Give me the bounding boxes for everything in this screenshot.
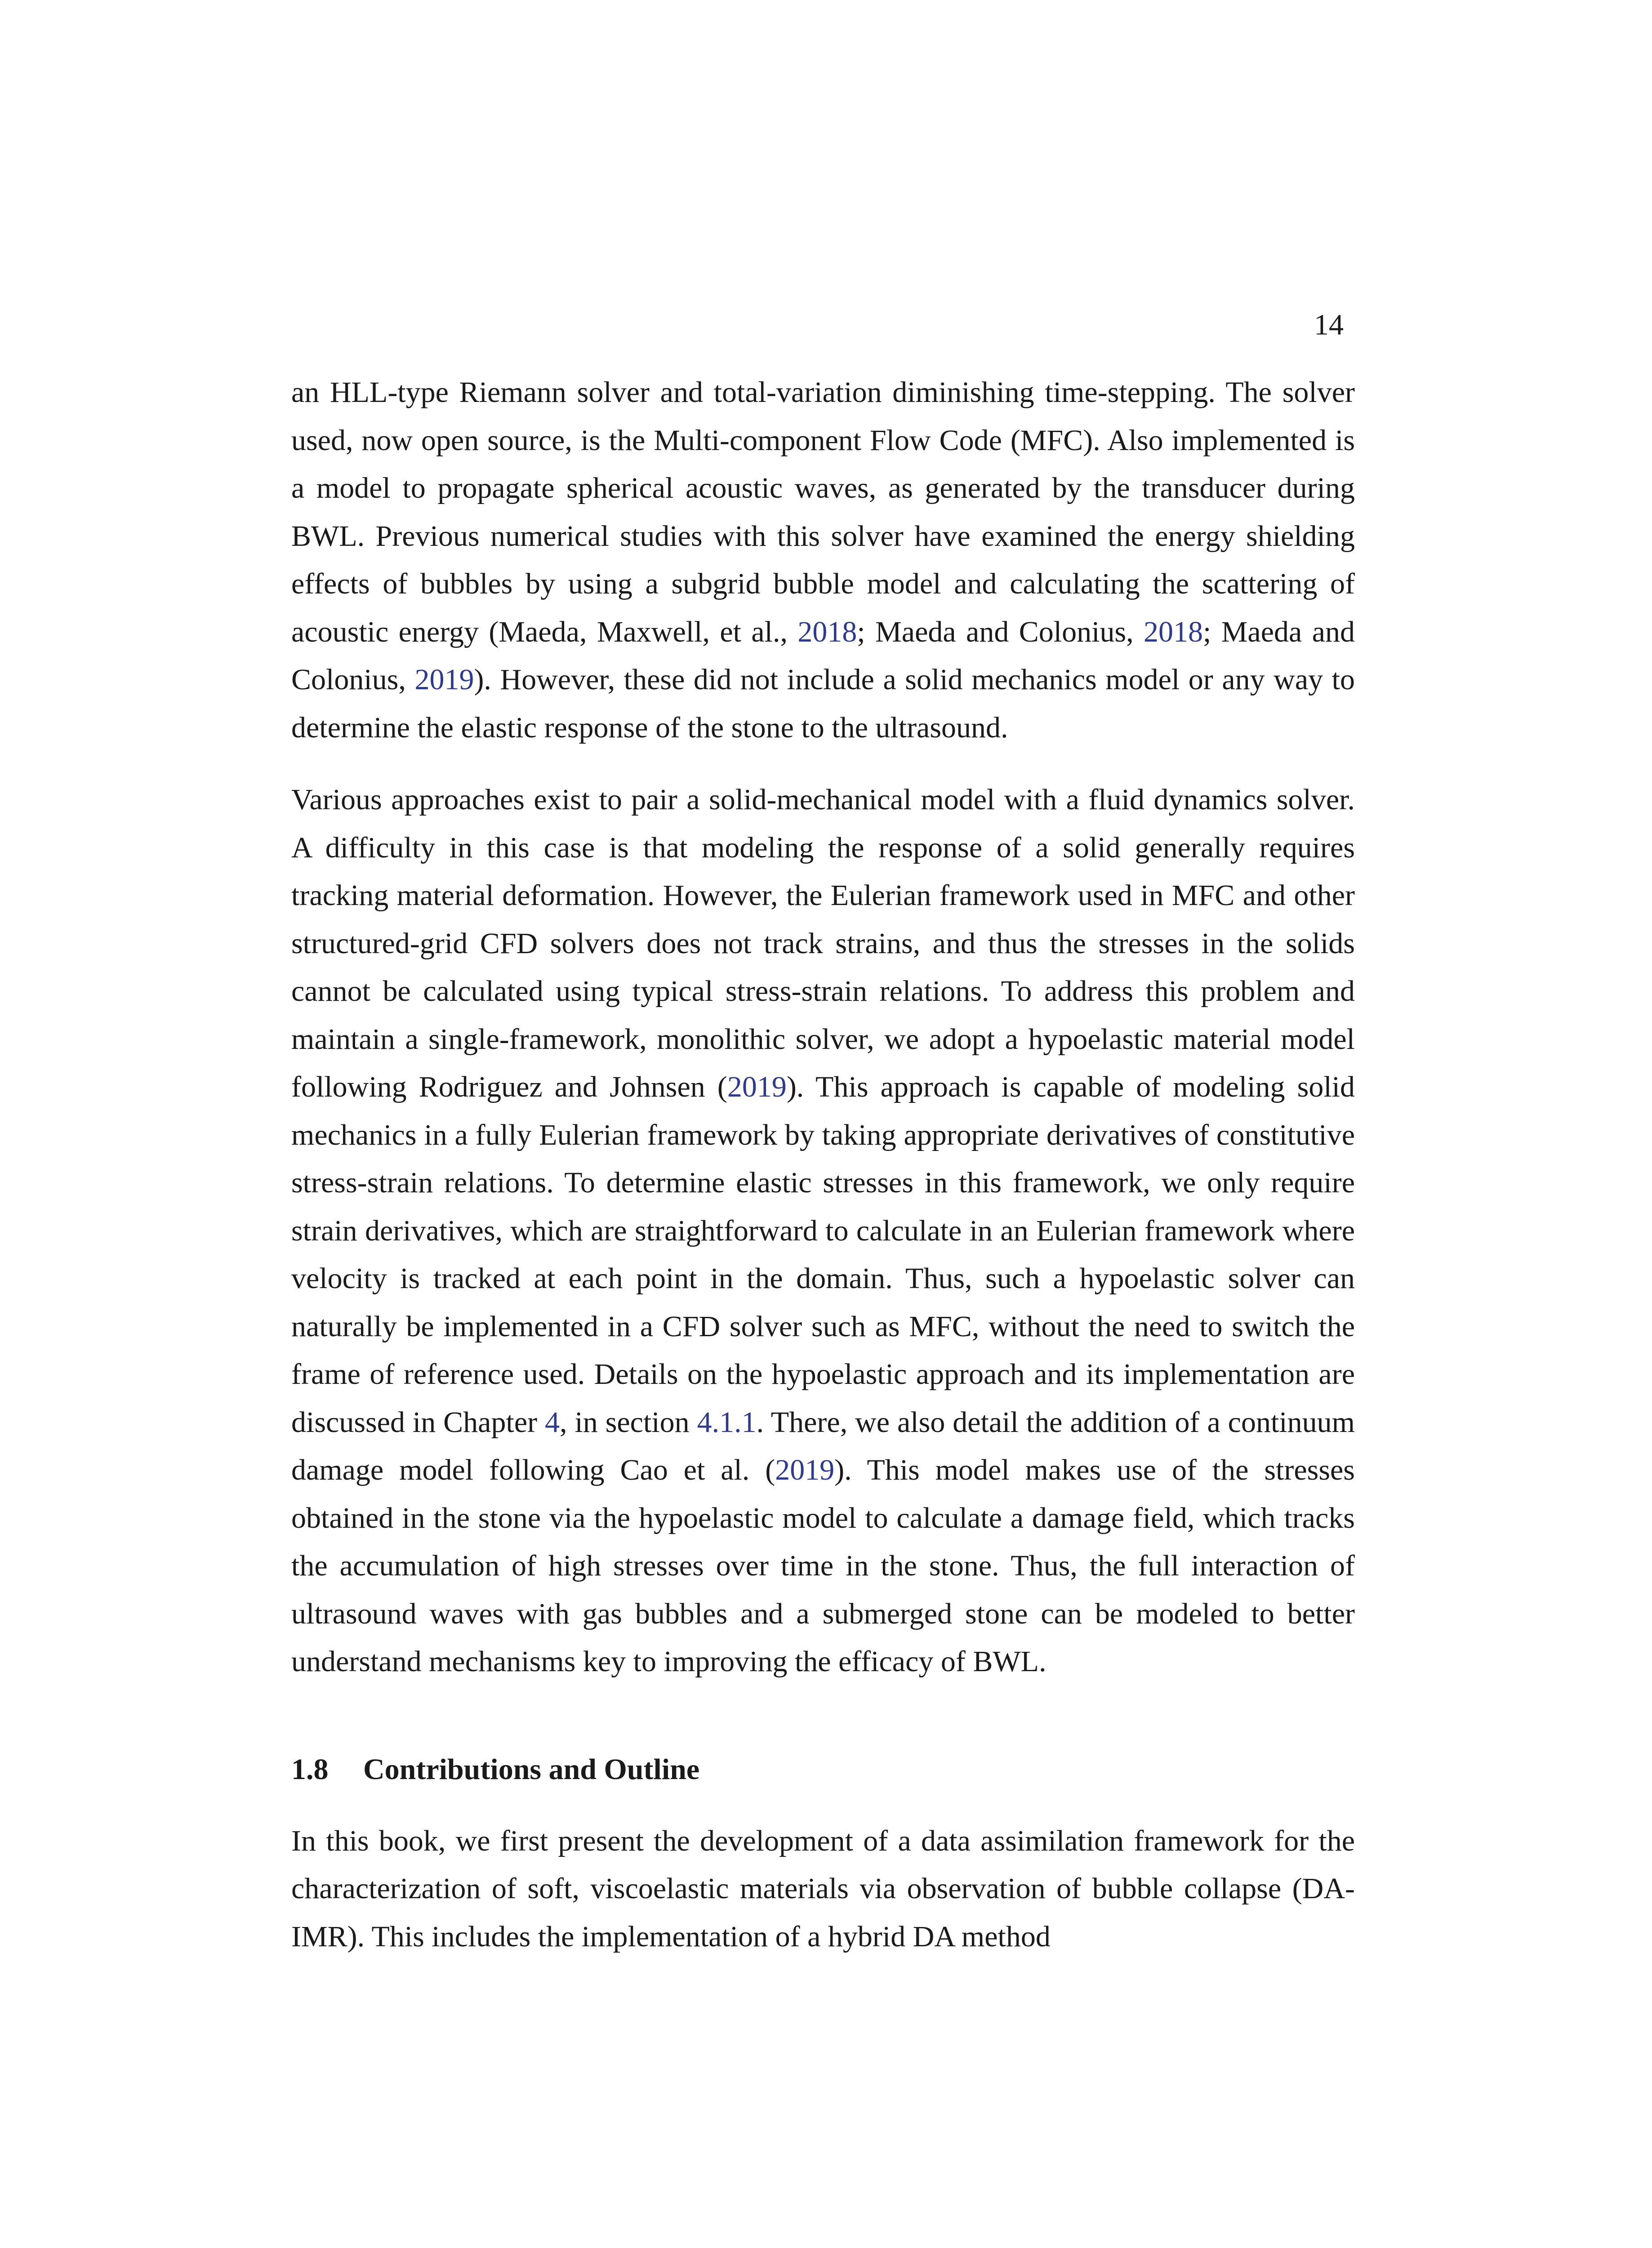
chapter-reference-link[interactable]: 4	[545, 1405, 560, 1439]
section-title: Contributions and Outline	[363, 1753, 700, 1786]
text-run: ; Maeda and Colonius,	[291, 615, 1355, 696]
text-run: , in section	[560, 1405, 697, 1439]
paragraph-3	[291, 1817, 1355, 1961]
text-run: ). This approach is capable of modeling solid mechanics in a fully Eulerian framework by taking appropriate derivatives of constitutive stress-strain relations. To determine elastic stresses in this framework, we only require strain derivatives, which are straightforward to calculate in an Eulerian framework where velocity is tracked at each point in the domain. Thus, such a hypoelastic solver can naturally be implemented in a CFD solver such as MFC, without the need to switch the frame of reference used. Details on the hypoelastic approach and its implementation are discussed in Chapter	[291, 1070, 1355, 1439]
page-number: 14	[1314, 308, 1344, 341]
text-run: . There, we also detail the addition of a continuum damage model following Cao et al. (	[291, 1405, 1355, 1486]
paragraph-2	[291, 776, 1355, 1686]
paragraph-1	[291, 369, 1355, 752]
citation-link[interactable]: 2018	[1144, 615, 1203, 648]
section-number: 1.8	[291, 1753, 329, 1786]
citation-link[interactable]: 2019	[414, 663, 474, 696]
section-heading	[291, 1747, 1355, 1792]
section-reference-link[interactable]: 4.1.1	[697, 1405, 757, 1439]
page-body	[291, 369, 1355, 1961]
citation-link[interactable]: 2018	[797, 615, 857, 648]
citation-link[interactable]: 2019	[775, 1454, 835, 1486]
text-run: Various approaches exist to pair a solid-mechanical model with a fluid dynamics solver. A difficulty in this case is that modeling the response of a solid generally requires tracking material deformation. However, the Eulerian framework used in MFC and other structured-grid CFD solvers does not track strains, and thus the stresses in the solids cannot be calculated using typical stress-strain relations. To address this problem and maintain a single-framework, monolithic solver, we adopt a hypoelastic material model following Rodriguez and Johnsen (	[291, 783, 1355, 1103]
text-run: ). However, these did not include a solid mechanics model or any way to determine the elastic response of the stone to the ultrasound.	[291, 663, 1355, 744]
text-run: ; Maeda and Colonius,	[857, 615, 1144, 648]
text-run: an HLL-type Riemann solver and total-variation diminishing time-stepping. The solver used, now open source, is the Multi-component Flow Code (MFC). Also implemented is a model to propagate spherical acoustic waves, as generated by the transducer during BWL. Previous numerical studies with this solver have examined the energy shielding effects of bubbles by using a subgrid bubble model and calculating the scattering of acoustic energy (Maeda, Maxwell, et al.,	[291, 376, 1355, 648]
text-run: ). This model makes use of the stresses obtained in the stone via the hypoelastic model to calculate a damage field, which tracks the accumulation of high stresses over time in the stone. Thus, the full interaction of ultrasound waves with gas bubbles and a submerged stone can be modeled to better understand mechanisms key to improving the efficacy of BWL.	[291, 1454, 1355, 1678]
citation-link[interactable]: 2019	[727, 1070, 787, 1103]
text-run: In this book, we first present the development of a data assimilation framework for the characterization of soft, viscoelastic materials via observation of bubble collapse (DA-IMR). This includes the implementation of a hybrid DA method	[291, 1824, 1355, 1953]
